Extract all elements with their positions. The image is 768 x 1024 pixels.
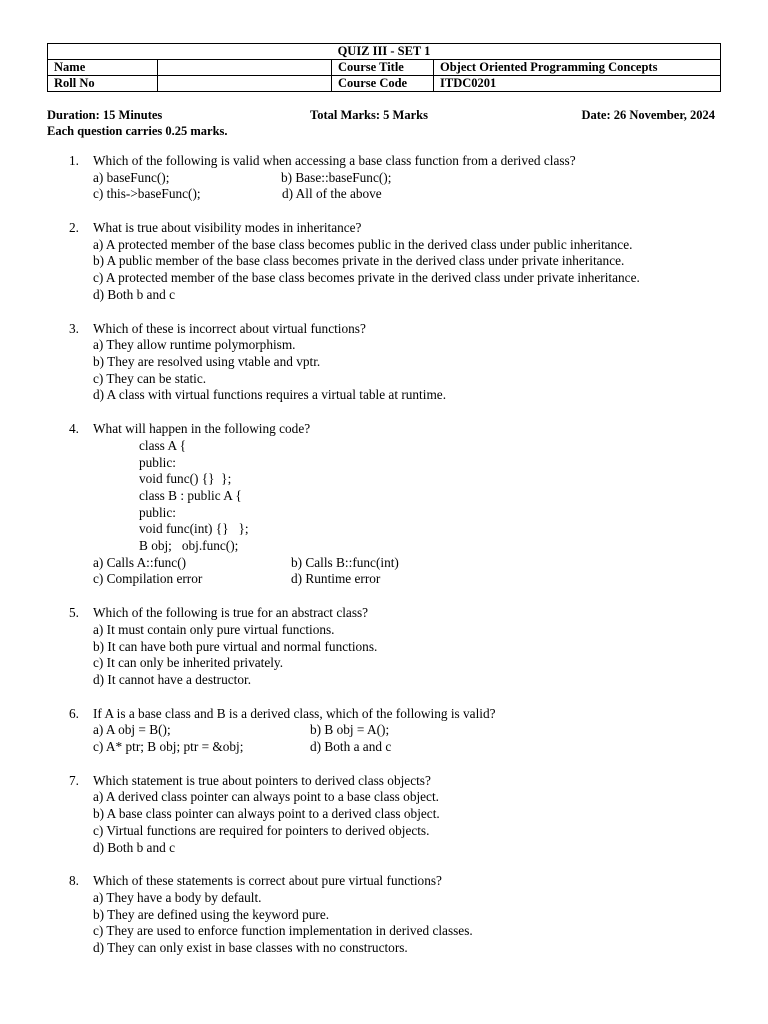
header-table [47, 43, 721, 92]
code-line: class B : public A { [139, 487, 242, 503]
roll-field[interactable] [158, 76, 332, 92]
code-line: B obj; obj.func(); [139, 538, 239, 554]
option-b[interactable]: b) They are defined using the keyword pure. [93, 906, 330, 922]
option-d[interactable]: d) It cannot have a destructor. [93, 671, 252, 687]
option-a[interactable]: a) A protected member of the base class becomes public in the derived class under public inheritance. [93, 236, 633, 252]
name-field[interactable] [158, 60, 332, 76]
code-line: public: [139, 504, 176, 520]
question-text: Which of these statements is correct about pure virtual functions? [93, 873, 442, 889]
option-d[interactable]: d) They can only exist in base classes with no constructors. [93, 940, 408, 956]
option-c[interactable]: c) A* ptr; B obj; ptr = &obj; [93, 739, 244, 755]
option-c[interactable]: c) this->baseFunc(); [93, 186, 201, 202]
option-b[interactable]: b) A base class pointer can always point to a derived class object. [93, 806, 440, 822]
marks-note: Each question carries 0.25 marks. [47, 124, 228, 138]
roll-label: Roll No [48, 76, 158, 92]
option-a[interactable]: a) They allow runtime polymorphism. [93, 337, 296, 353]
option-c[interactable]: c) Compilation error [93, 571, 203, 587]
question-number: 3. [69, 320, 79, 336]
option-a[interactable]: a) baseFunc(); [93, 169, 170, 185]
option-d[interactable]: d) Runtime error [291, 571, 381, 587]
option-a[interactable]: a) They have a body by default. [93, 889, 262, 905]
total-marks: Total Marks: 5 Marks [310, 108, 428, 122]
option-b[interactable]: b) It can have both pure virtual and normal functions. [93, 638, 378, 654]
code-snippet [139, 438, 729, 555]
option-d[interactable]: d) A class with virtual functions requires a virtual table at runtime. [93, 387, 447, 403]
code-line: void func(int) {} }; [139, 521, 249, 537]
option-b[interactable]: b) B obj = A(); [310, 722, 390, 738]
question-number: 5. [69, 605, 79, 621]
code-line: class A { [139, 437, 187, 453]
question-2 [69, 220, 729, 304]
question-6 [69, 706, 729, 756]
exam-meta [47, 107, 715, 139]
question-number: 7. [69, 772, 79, 788]
option-a[interactable]: a) It must contain only pure virtual functions. [93, 621, 335, 637]
course-title-value: Object Oriented Programming Concepts [434, 60, 721, 76]
question-7 [69, 773, 729, 857]
course-code-label: Course Code [332, 76, 434, 92]
option-c[interactable]: c) Virtual functions are required for pointers to derived objects. [93, 822, 430, 838]
question-5 [69, 605, 729, 689]
option-b[interactable]: b) Base::baseFunc(); [281, 169, 392, 185]
question-3 [69, 321, 729, 405]
question-number: 2. [69, 220, 79, 236]
quiz-title: QUIZ III - SET 1 [48, 44, 721, 60]
duration: Duration: 15 Minutes [47, 108, 163, 122]
question-list [69, 153, 729, 974]
question-4 [69, 421, 729, 588]
option-d[interactable]: d) Both b and c [93, 839, 175, 855]
question-text: Which of these is incorrect about virtual functions? [93, 320, 366, 336]
course-code-value: ITDC0201 [434, 76, 721, 92]
option-d[interactable]: d) All of the above [282, 186, 382, 202]
question-number: 4. [69, 421, 79, 437]
option-a[interactable]: a) Calls A::func() [93, 554, 187, 570]
option-c[interactable]: c) They are used to enforce function implementation in derived classes. [93, 923, 473, 939]
name-label: Name [48, 60, 158, 76]
option-c[interactable]: c) A protected member of the base class becomes private in the derived class under private inheritance. [93, 270, 640, 286]
question-number: 6. [69, 705, 79, 721]
option-c[interactable]: c) It can only be inherited privately. [93, 655, 284, 671]
option-b[interactable]: b) A public member of the base class becomes private in the derived class under private inheritance. [93, 253, 625, 269]
option-a[interactable]: a) A obj = B(); [93, 722, 171, 738]
option-b[interactable]: b) They are resolved using vtable and vptr. [93, 354, 321, 369]
question-number: 8. [69, 873, 79, 889]
code-line: void func() {} }; [139, 471, 232, 487]
option-b[interactable]: b) Calls B::func(int) [291, 554, 399, 570]
question-text: Which of the following is true for an abstract class? [93, 605, 369, 621]
option-c[interactable]: c) They can be static. [93, 370, 207, 386]
exam-date: Date: 26 November, 2024 [581, 108, 715, 122]
question-number: 1. [69, 153, 79, 168]
option-d[interactable]: d) Both a and c [310, 739, 392, 755]
question-text: If A is a base class and B is a derived class, which of the following is valid? [93, 705, 496, 721]
question-8 [69, 873, 729, 957]
option-d[interactable]: d) Both b and c [93, 286, 175, 302]
option-a[interactable]: a) A derived class pointer can always point to a base class object. [93, 789, 439, 805]
question-text: What will happen in the following code? [93, 421, 311, 437]
question-text: What is true about visibility modes in inheritance? [93, 220, 362, 236]
code-line: public: [139, 454, 176, 470]
course-title-label: Course Title [332, 60, 434, 76]
question-text: Which of the following is valid when accessing a base class function from a derived class? [93, 153, 576, 168]
question-1 [69, 153, 729, 203]
question-text: Which statement is true about pointers to derived class objects? [93, 772, 431, 788]
